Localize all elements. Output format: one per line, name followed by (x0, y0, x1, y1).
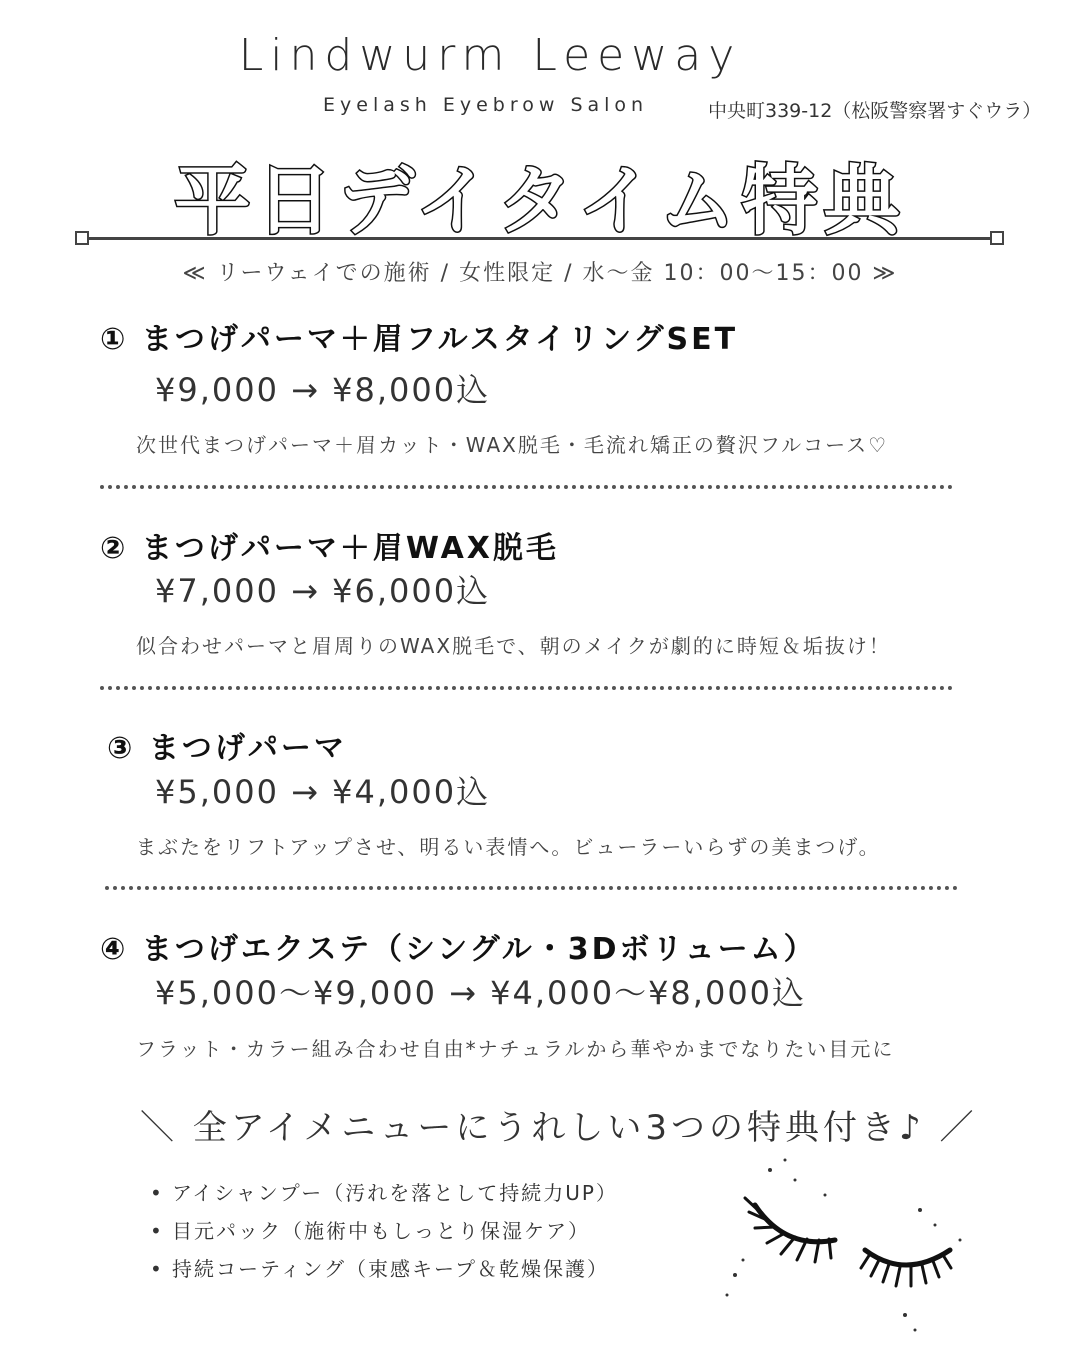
divider-endcap-right (990, 231, 1004, 245)
menu-item-4-price: ¥5,000〜¥9,000 → ¥4,000〜¥8,000込 (155, 974, 807, 1012)
menu-item-2-title: ② まつげパーマ＋眉WAX脱毛 (100, 531, 559, 566)
menu-item-3-price: ¥5,000 → ¥4,000込 (155, 773, 491, 811)
header-divider (80, 237, 998, 240)
menu-item-1-description: 次世代まつげパーマ＋眉カット・WAX脱毛・毛流れ矯正の贅沢フルコース♡ (136, 433, 888, 457)
menu-separator (100, 485, 953, 489)
bonus-item: • 目元パック（施術中もしっとり保湿ケア） (150, 1215, 618, 1253)
brand-name: Lindwurm Leeway (238, 30, 742, 81)
closed-eyelash-right-icon (861, 1250, 951, 1286)
menu-item-1-price: ¥9,000 → ¥8,000込 (155, 371, 491, 409)
brand-tagline: Eyelash Eyebrow Salon (323, 94, 649, 116)
closed-eyelash-left-icon (745, 1198, 835, 1262)
bonus-item: • アイシャンプー（汚れを落として持続力UP） (150, 1177, 618, 1215)
menu-item-4-description: フラット・カラー組み合わせ自由*ナチュラルから華やかまでなりたい目元に (136, 1037, 895, 1061)
menu-separator (105, 886, 958, 890)
menu-item-1-title: ① まつげパーマ＋眉フルスタイリングSET (100, 322, 739, 357)
menu-item-2-price: ¥7,000 → ¥6,000込 (155, 572, 491, 610)
bonus-list (150, 1177, 618, 1291)
salon-address: 中央町339-12（松阪警察署すぐウラ） (708, 100, 1042, 122)
offer-conditions: ≪ リーウェイでの施術 / 女性限定 / 水〜金 10：00〜15：00 ≫ (182, 261, 898, 286)
menu-separator (100, 686, 953, 690)
sparkle-icon (726, 1159, 962, 1332)
menu-item-3-title: ③ まつげパーマ (107, 731, 347, 766)
bonus-heading: ＼ 全アイメニューにうれしい3つの特典付き♪ ／ (140, 1108, 978, 1148)
eyelash-illustration (715, 1150, 985, 1340)
menu-item-4-title: ④ まつげエクステ（シングル・3Dボリューム） (100, 932, 817, 967)
bonus-item: • 持続コーティング（束感キープ＆乾燥保護） (150, 1253, 618, 1291)
divider-endcap-left (75, 231, 89, 245)
menu-item-2-description: 似合わせパーマと眉周りのWAX脱毛で、朝のメイクが劇的に時短＆垢抜け！ (136, 634, 891, 658)
menu-item-3-description: まぶたをリフトアップさせ、明るい表情へ。ビューラーいらずの美まつげ。 (136, 835, 881, 859)
campaign-headline: 平日デイタイム特典 (174, 156, 906, 245)
